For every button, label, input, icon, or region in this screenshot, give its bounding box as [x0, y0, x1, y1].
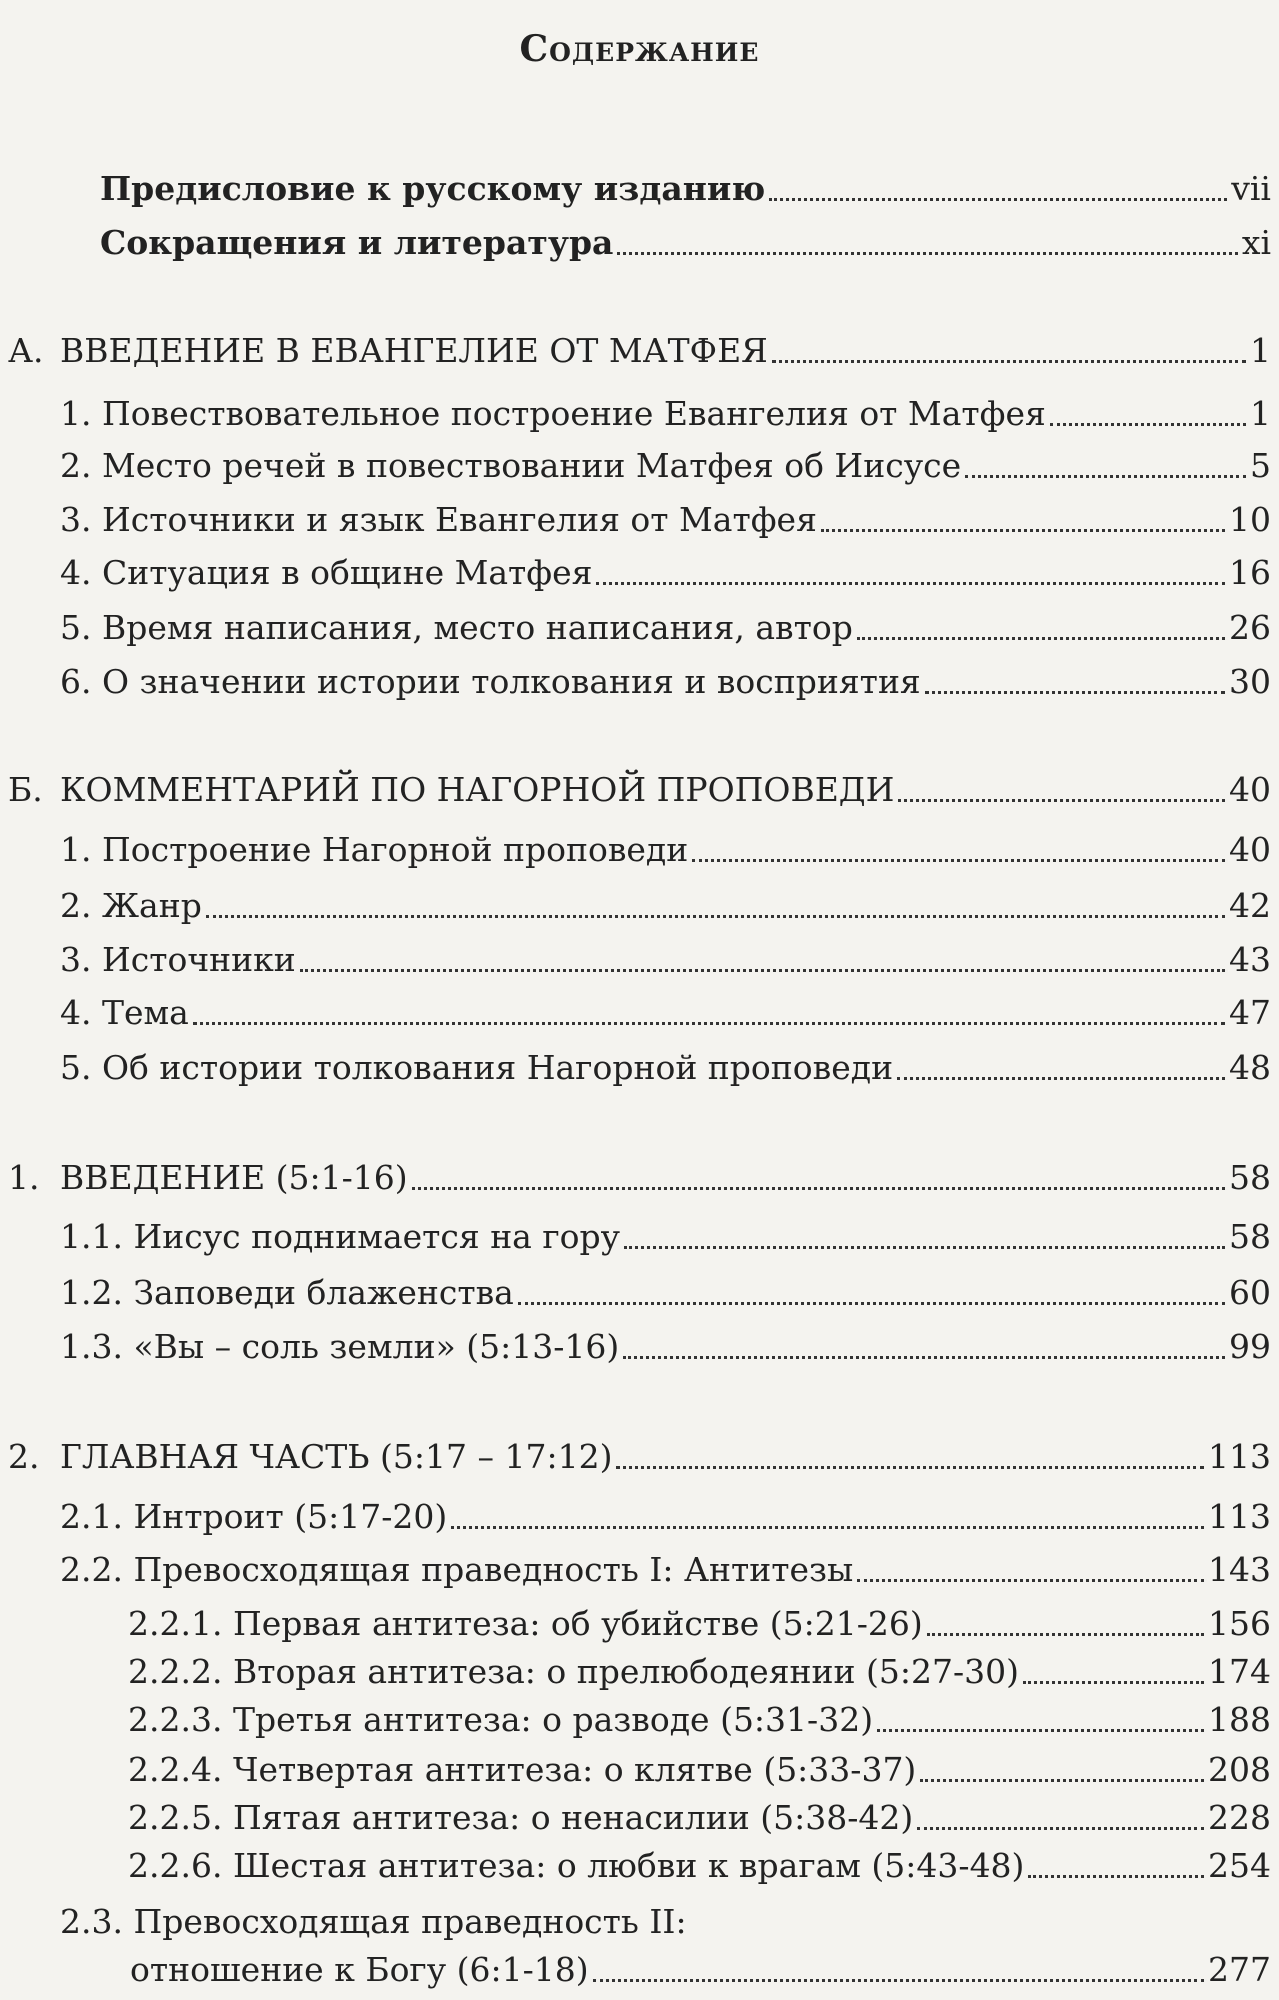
- entry-label: 3. Источники и язык Евангелия от Матфея: [60, 500, 817, 539]
- section-prefix: 1.: [8, 1158, 40, 1197]
- toc-subentry[interactable]: [128, 1797, 1271, 1839]
- entry-label: 2.2. Превосходящая праведность I: Антитезы: [60, 1550, 854, 1589]
- entry-label: 2.3. Превосходящая праведность II:: [60, 1902, 687, 1941]
- leader-dots: [1023, 1681, 1204, 1684]
- leader-dots: [193, 1022, 1225, 1025]
- toc-entry[interactable]: [60, 1216, 1271, 1258]
- leader-dots: [593, 1979, 1204, 1982]
- entry-label: Предисловие к русскому изданию: [100, 169, 766, 208]
- entry-label: 2.2.4. Четвертая антитеза: о клятве (5:33-37): [128, 1750, 917, 1789]
- leader-dots: [1050, 423, 1246, 426]
- entry-page: 40: [1229, 770, 1271, 809]
- leader-dots: [616, 1466, 1204, 1469]
- toc-section-2[interactable]: [8, 1436, 1271, 1478]
- entry-page: 30: [1229, 662, 1271, 701]
- entry-page: 16: [1229, 553, 1271, 592]
- section-prefix: 2.: [8, 1437, 40, 1476]
- leader-dots: [412, 1187, 1225, 1190]
- entry-label: 1.1. Иисус поднимается на гору: [60, 1217, 621, 1256]
- entry-page: xi: [1241, 223, 1271, 262]
- entry-page: 40: [1229, 830, 1271, 869]
- entry-page: 277: [1208, 1950, 1271, 1989]
- entry-page: 60: [1229, 1273, 1271, 1312]
- entry-page: 254: [1208, 1846, 1271, 1885]
- entry-page: 188: [1208, 1700, 1271, 1739]
- entry-label: КОММЕНТАРИЙ ПО НАГОРНОЙ ПРОПОВЕДИ: [60, 770, 895, 809]
- leader-dots: [624, 1246, 1225, 1249]
- leader-dots: [692, 859, 1225, 862]
- toc-entry-first-line[interactable]: [60, 1901, 1271, 1943]
- entry-page: 1: [1250, 331, 1271, 370]
- leader-dots: [617, 252, 1237, 255]
- leader-dots: [920, 1779, 1204, 1782]
- entry-page: 26: [1229, 608, 1271, 647]
- toc-entry[interactable]: [60, 393, 1271, 435]
- entry-label: 5. Время написания, место написания, автор: [60, 608, 853, 647]
- entry-label: 2.2.6. Шестая антитеза: о любви к врагам (5:43-48): [128, 1846, 1025, 1885]
- toc-entry-preface[interactable]: [100, 168, 1271, 210]
- leader-dots: [206, 915, 1225, 918]
- entry-label: 4. Ситуация в общине Матфея: [60, 553, 593, 592]
- leader-dots: [897, 1077, 1225, 1080]
- leader-dots: [451, 1526, 1204, 1529]
- entry-label: 2.2.3. Третья антитеза: о разводе (5:31-32): [128, 1700, 874, 1739]
- entry-label: 2. Жанр: [60, 886, 202, 925]
- entry-page: 143: [1208, 1550, 1271, 1589]
- leader-dots: [898, 799, 1225, 802]
- entry-label: 1. Повествовательное построение Евангелия от Матфея: [60, 394, 1046, 433]
- entry-label: 2. Место речей в повествовании Матфея об Иисусе: [60, 446, 962, 485]
- leader-dots: [821, 529, 1225, 532]
- entry-page: 48: [1229, 1048, 1271, 1087]
- entry-page: 174: [1208, 1652, 1271, 1691]
- toc-entry[interactable]: [60, 1047, 1271, 1089]
- entry-label: 6. О значении истории толкования и восприятия: [60, 662, 921, 701]
- leader-dots: [917, 1827, 1204, 1830]
- entry-label: ГЛАВНАЯ ЧАСТЬ (5:17 – 17:12): [60, 1437, 613, 1476]
- entry-label: 1.2. Заповеди блаженства: [60, 1273, 514, 1312]
- toc-entry[interactable]: [60, 885, 1271, 927]
- leader-dots: [772, 360, 1246, 363]
- toc-section-a[interactable]: [8, 330, 1271, 372]
- entry-label: 2.2.2. Вторая антитеза: о прелюбодеянии (5:27-30): [128, 1652, 1019, 1691]
- entry-label: 4. Тема: [60, 993, 189, 1032]
- entry-label: 1.3. «Вы – соль земли» (5:13-16): [60, 1327, 620, 1366]
- toc-subentry[interactable]: [128, 1749, 1271, 1791]
- entry-label: 2.2.5. Пятая антитеза: о ненасилии (5:38-42): [128, 1798, 914, 1837]
- entry-page: 99: [1229, 1327, 1271, 1366]
- entry-page: 113: [1208, 1497, 1271, 1536]
- toc-entry[interactable]: [60, 992, 1271, 1034]
- page-title: Содержание: [519, 28, 760, 70]
- toc-entry[interactable]: [60, 1272, 1271, 1314]
- leader-dots: [927, 1633, 1204, 1636]
- entry-page: 58: [1229, 1158, 1271, 1197]
- section-prefix: А.: [8, 331, 44, 370]
- toc-entry[interactable]: [60, 1326, 1271, 1368]
- leader-dots: [518, 1302, 1225, 1305]
- entry-page: 1: [1250, 394, 1271, 433]
- leader-dots: [300, 969, 1225, 972]
- leader-dots: [857, 1579, 1204, 1582]
- toc-entry[interactable]: [60, 499, 1271, 541]
- toc-entry[interactable]: [60, 607, 1271, 649]
- leader-dots: [857, 637, 1225, 640]
- toc-entry-abbreviations[interactable]: [100, 222, 1271, 264]
- entry-label: ВВЕДЕНИЕ В ЕВАНГЕЛИЕ ОТ МАТФЕЯ: [60, 331, 768, 370]
- toc-entry[interactable]: [60, 829, 1271, 871]
- entry-label: Сокращения и литература: [100, 223, 614, 262]
- entry-page: 228: [1208, 1798, 1271, 1837]
- toc-entry[interactable]: [60, 1496, 1271, 1538]
- section-prefix: Б.: [8, 770, 43, 809]
- toc-entry[interactable]: [60, 939, 1271, 981]
- toc-entry[interactable]: [60, 552, 1271, 594]
- toc-subentry[interactable]: [128, 1699, 1271, 1741]
- leader-dots: [769, 198, 1227, 201]
- entry-page: 42: [1229, 886, 1271, 925]
- entry-page: vii: [1231, 169, 1271, 208]
- leader-dots: [623, 1356, 1225, 1359]
- entry-label: 3. Источники: [60, 940, 296, 979]
- toc-entry[interactable]: [60, 1549, 1271, 1591]
- toc-entry[interactable]: [60, 661, 1271, 703]
- entry-label: ВВЕДЕНИЕ (5:1-16): [60, 1158, 408, 1197]
- entry-label: 2.1. Интроит (5:17-20): [60, 1497, 448, 1536]
- leader-dots: [1028, 1875, 1204, 1878]
- toc-entry[interactable]: [60, 445, 1271, 487]
- entry-label: 1. Построение Нагорной проповеди: [60, 830, 689, 869]
- leader-dots: [596, 582, 1225, 585]
- toc-subentry[interactable]: [128, 1651, 1271, 1693]
- leader-dots: [965, 475, 1246, 478]
- entry-label: 5. Об истории толкования Нагорной проповеди: [60, 1048, 894, 1087]
- toc-section-1[interactable]: [8, 1157, 1271, 1199]
- entry-page: 208: [1208, 1750, 1271, 1789]
- leader-dots: [925, 691, 1225, 694]
- entry-page: 113: [1208, 1437, 1271, 1476]
- entry-page: 58: [1229, 1217, 1271, 1256]
- entry-page: 5: [1250, 446, 1271, 485]
- entry-page: 47: [1229, 993, 1271, 1032]
- entry-page: 10: [1229, 500, 1271, 539]
- leader-dots: [877, 1729, 1204, 1732]
- entry-label: отношение к Богу (6:1-18): [130, 1950, 589, 1989]
- toc-section-b[interactable]: [8, 769, 1271, 811]
- toc-subentry[interactable]: [128, 1845, 1271, 1887]
- entry-label: 2.2.1. Первая антитеза: об убийстве (5:21-26): [128, 1604, 923, 1643]
- entry-page: 156: [1208, 1604, 1271, 1643]
- toc-entry-continuation[interactable]: [130, 1949, 1271, 1991]
- entry-page: 43: [1229, 940, 1271, 979]
- toc-subentry[interactable]: [128, 1603, 1271, 1645]
